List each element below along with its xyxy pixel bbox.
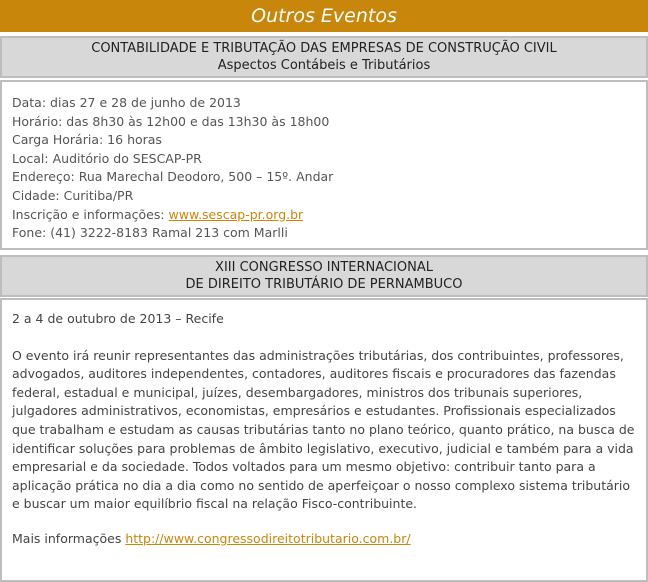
sescap-link[interactable]: www.sescap-pr.org.br	[168, 206, 304, 222]
section-banner	[0, 0, 648, 32]
event1-details-box	[0, 80, 648, 250]
detail-label: Data	[12, 95, 42, 110]
banner-title: Outros Eventos	[251, 5, 397, 27]
detail-row-date	[12, 94, 636, 113]
event1-subtitle: Aspectos Contábeis e Tributários	[217, 58, 431, 73]
event1-details	[2, 82, 646, 243]
detail-row-hours	[12, 131, 636, 150]
detail-row-address	[12, 168, 636, 187]
detail-row-city	[12, 187, 636, 206]
detail-value: : Curitiba/PR	[55, 187, 134, 203]
detail-value: : 16 horas	[99, 132, 162, 148]
more-info-label: Mais informações	[12, 530, 122, 546]
detail-label: Endereço	[12, 169, 71, 185]
phone-label: Fone	[12, 225, 43, 241]
event2-title-line2: DE DIREITO TRIBUTÁRIO DE PERNAMBUCO	[185, 277, 463, 292]
event2-description: O evento irá reunir representantes das administrações tributárias, dos contribuintes, professores, advogados, auditores independentes, contadores, auditores fiscais e procuradores das fazendas federal, estadual e municipal, juízes, desembargadores, ministros dos tribunais superiores, julgadores administrativos, economistas, empresários e estudantes. Profissionais especializados que trabalham e estudam as causas tributárias tanto no plano teórico, quanto prático, na busca de identificar soluções para problemas de âmbito legislativo, executivo, judicial e também para a vida empresarial e da sociedade. Todos voltados para um mesmo objetivo: contribuir tanto para a aplicação prática no dia a dia como no sentido de aperfeiçoar o nosso complexo sistema tributário e buscar um maior equilíbrio fiscal na relação Fisco-contribuinte.	[12, 347, 635, 512]
phone-value: : (41) 3222-8183 Ramal 213 com Marlli	[42, 225, 288, 241]
event2-body	[2, 300, 646, 549]
detail-label: Cidade	[12, 187, 56, 203]
detail-row-phone	[12, 224, 636, 243]
congress-link[interactable]: http://www.congressodireitotributario.com.br/	[125, 530, 411, 546]
detail-value: : Rua Marechal Deodoro, 500 – 15º. Andar	[70, 169, 334, 185]
detail-value: : das 8h30 às 12h00 e das 13h30 às 18h00	[58, 113, 330, 129]
event2-more-info	[12, 530, 636, 549]
detail-value: : dias 27 e 28 de junho de 2013	[41, 95, 241, 110]
event1-title: CONTABILIDADE E TRIBUTAÇÃO DAS EMPRESAS DE CONSTRUÇÃO CIVIL	[91, 41, 557, 56]
info-label: Inscrição e informações:	[12, 206, 165, 222]
detail-row-info	[12, 206, 636, 225]
detail-value: : Auditório do SESCAP-PR	[44, 150, 202, 166]
detail-row-location	[12, 150, 636, 169]
detail-label: Carga Horária	[12, 132, 99, 148]
detail-label: Local	[12, 150, 45, 166]
event1-title-box	[0, 36, 648, 78]
event2-title-box	[0, 255, 648, 297]
detail-row-time	[12, 113, 636, 132]
event2-date: 2 a 4 de outubro de 2013 – Recife	[12, 311, 224, 326]
event2-details-box	[0, 298, 648, 582]
detail-label: Horário	[12, 113, 59, 129]
event2-title-line1: XIII CONGRESSO INTERNACIONAL	[215, 260, 433, 275]
